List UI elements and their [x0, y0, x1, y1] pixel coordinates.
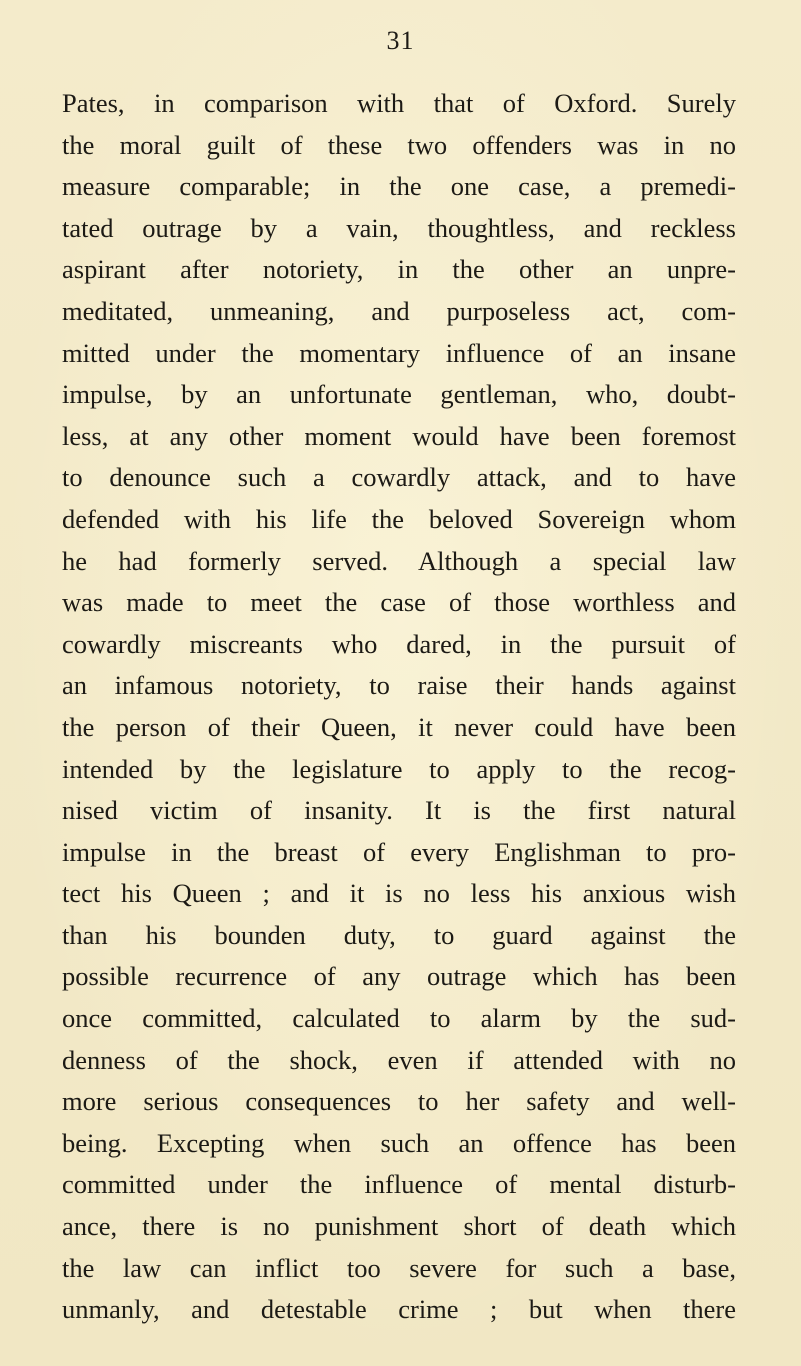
text-line: cowardly miscreants who dared, in the pursuit of — [62, 628, 736, 659]
text-line: Pates, in comparison with that of Oxford. Surely — [62, 88, 736, 118]
text-line: tect his Queen ; and it is no less his anxious wish — [62, 878, 736, 909]
text-line: once committed, calculated to alarm by the sud- — [62, 1003, 736, 1034]
text-line: ance, there is no punishment short of death which — [62, 1211, 736, 1242]
text-line: impulse, by an unfortunate gentleman, who, doubt- — [62, 379, 736, 410]
text-line: denness of the shock, even if attended with no — [62, 1044, 736, 1075]
text-line: less, at any other moment would have been foremost — [62, 420, 736, 451]
text-line: measure comparable; in the one case, a premedi- — [62, 171, 736, 202]
text-line: the law can inflict too severe for such a base, — [62, 1252, 736, 1283]
text-line: meditated, unmeaning, and purposeless act, com- — [62, 295, 736, 326]
text-line: the person of their Queen, it never could have been — [62, 711, 736, 742]
text-line: being. Excepting when such an offence has been — [62, 1127, 736, 1158]
text-line: to denounce such a cowardly attack, and to have — [62, 462, 736, 493]
text-line: possible recurrence of any outrage which has been — [62, 961, 736, 992]
text-line: impulse in the breast of every Englishman to pro- — [62, 836, 736, 867]
text-line: than his bounden duty, to guard against the — [62, 919, 736, 950]
text-line: aspirant after notoriety, in the other an unpre- — [62, 254, 736, 285]
text-line: was made to meet the case of those worthless and — [62, 587, 736, 618]
text-line: an infamous notoriety, to raise their hands against — [62, 670, 736, 701]
text-line: defended with his life the beloved Sovereign whom — [62, 503, 736, 534]
text-line: tated outrage by a vain, thoughtless, and reckless — [62, 212, 736, 243]
text-line: the moral guilt of these two offenders was in no — [62, 129, 736, 160]
text-line: nised victim of insanity. It is the first natural — [62, 795, 736, 826]
page-number: 31 — [386, 26, 415, 55]
text-line: he had formerly served. Although a special law — [62, 545, 736, 576]
text-line: more serious consequences to her safety and well- — [62, 1086, 736, 1117]
text-line: intended by the legislature to apply to the recog- — [62, 753, 736, 784]
text-line: unmanly, and detestable crime ; but when there — [62, 1294, 736, 1325]
body-paragraph — [62, 83, 736, 1331]
text-line: committed under the influence of mental disturb- — [62, 1169, 736, 1200]
text-line: mitted under the momentary influence of an insane — [62, 337, 736, 368]
